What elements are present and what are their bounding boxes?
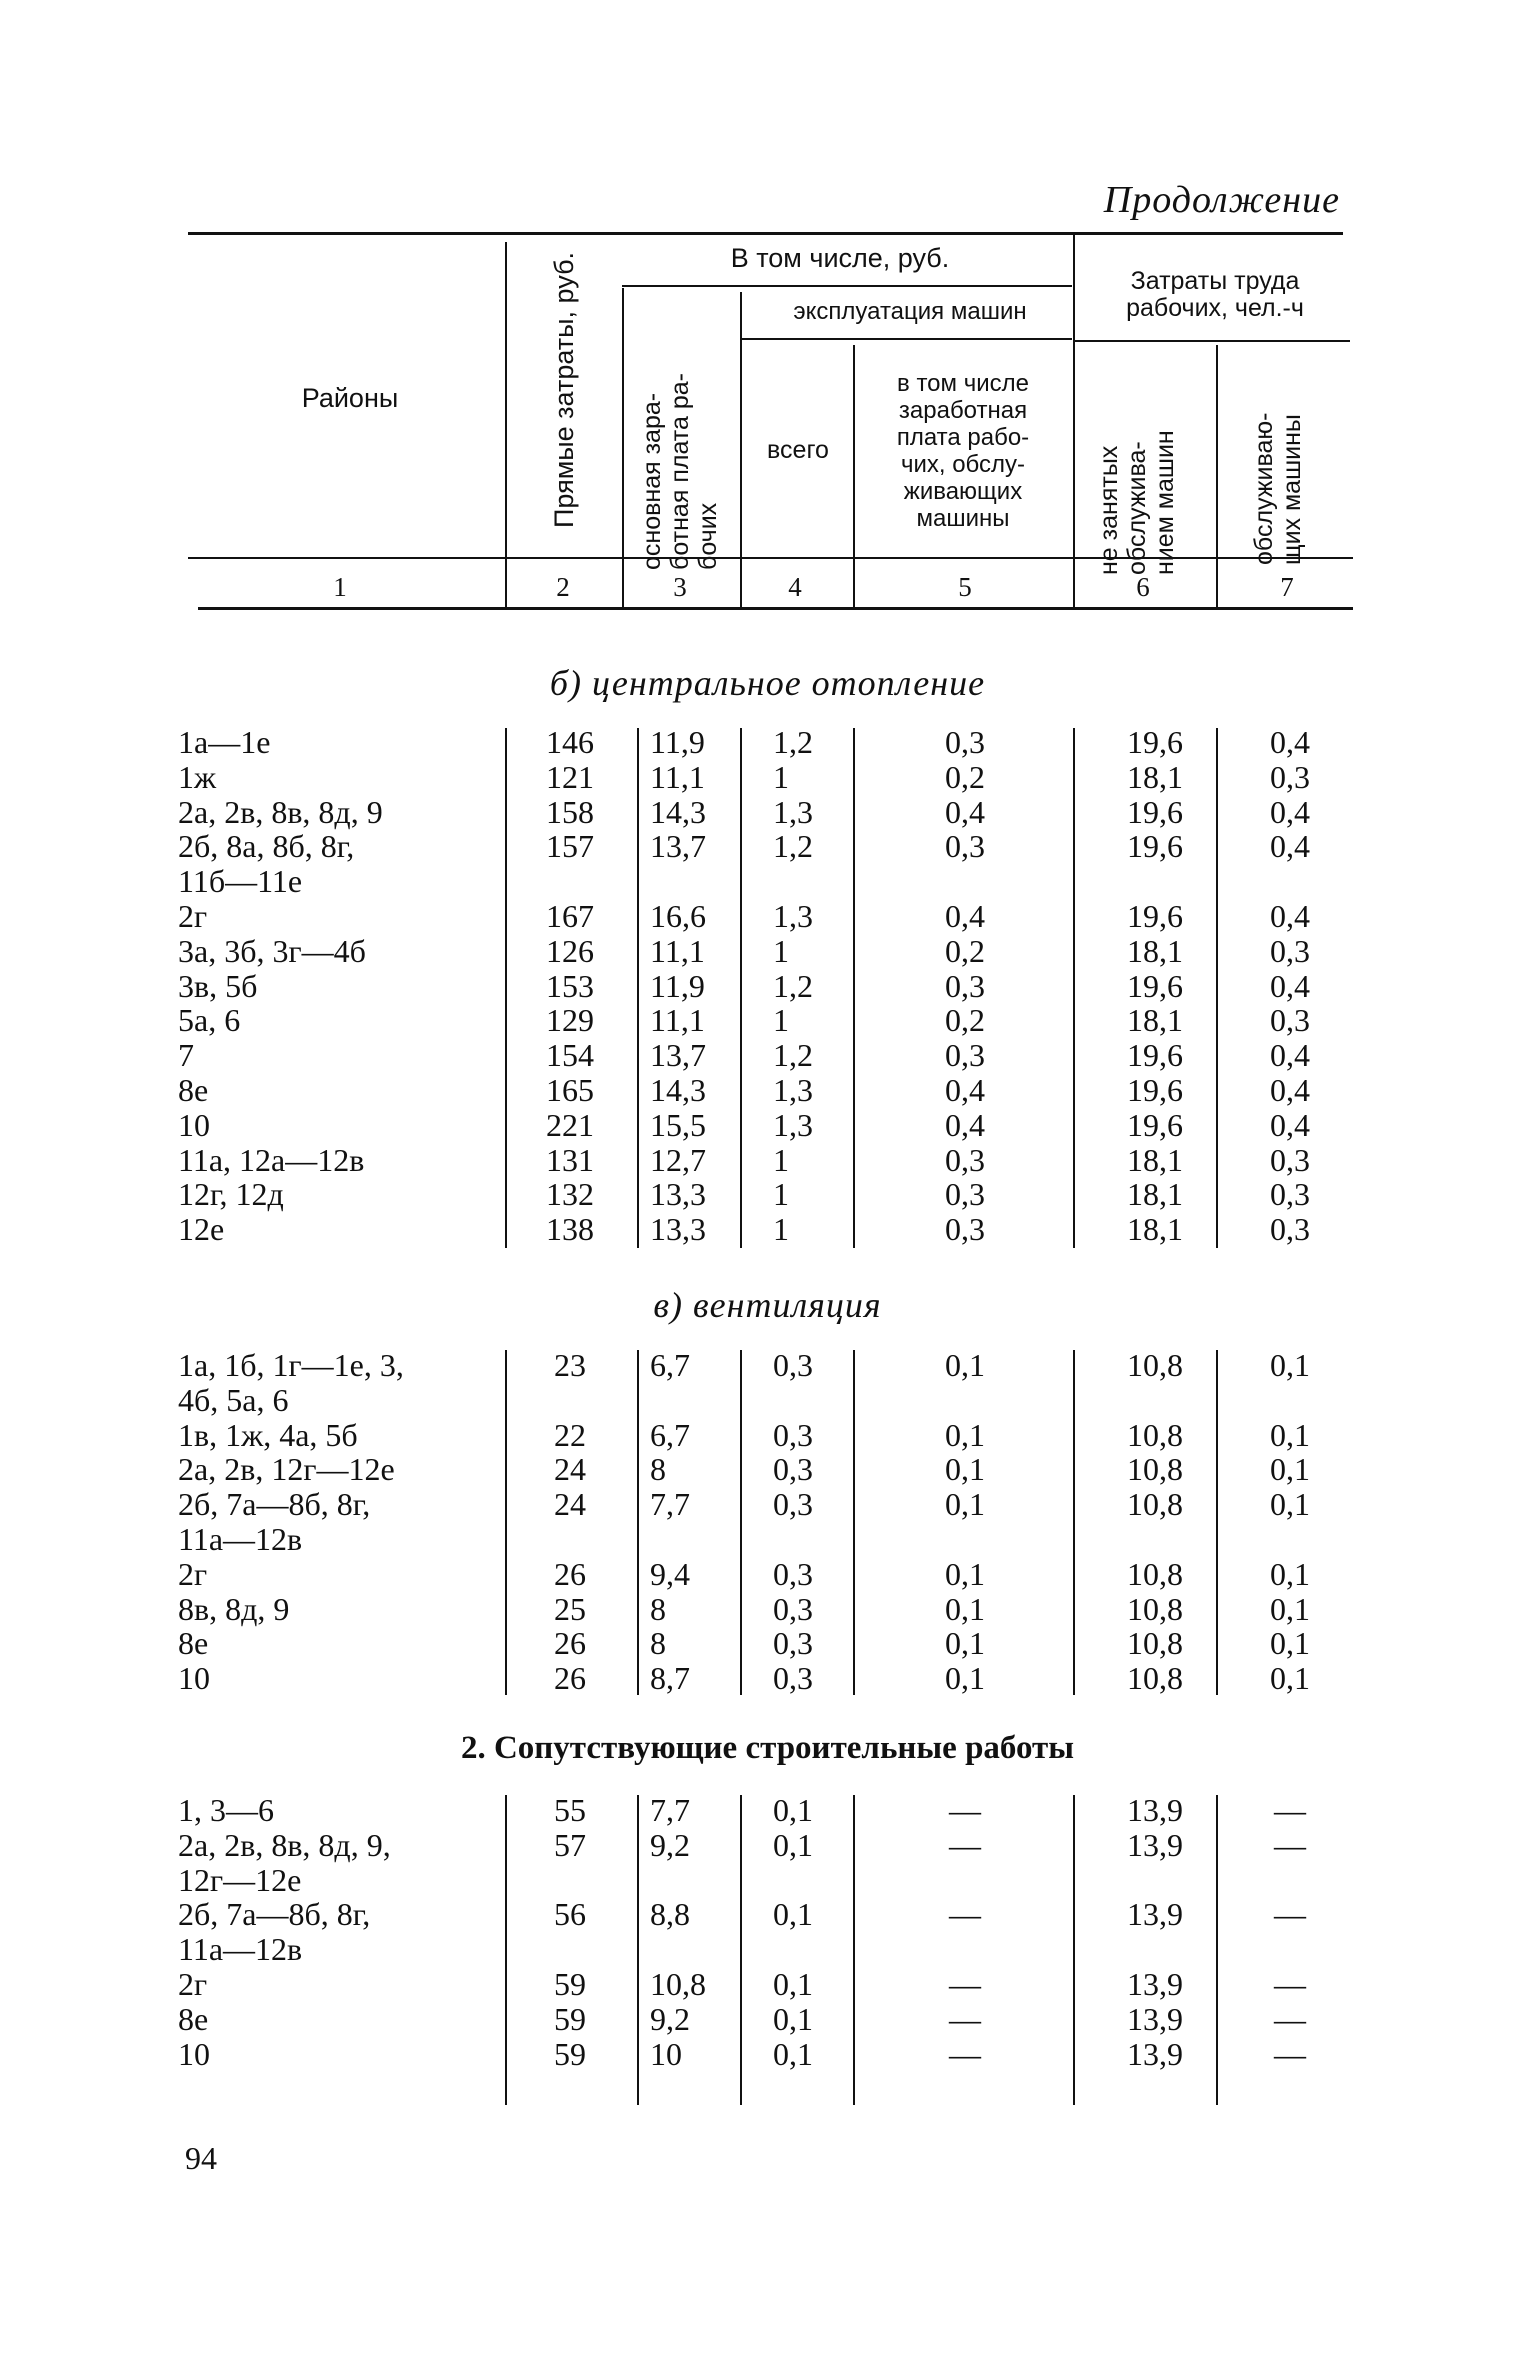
cell-labor-other: 10,8 bbox=[1127, 1347, 1183, 1383]
cell-direct-costs: 126 bbox=[546, 932, 594, 969]
cell-labor-machines: — bbox=[1274, 1896, 1306, 1933]
cell-direct-costs: 59 bbox=[554, 1966, 586, 2002]
cell-district: 12г—12е bbox=[178, 1861, 302, 1898]
table-row bbox=[0, 1793, 1535, 1828]
colnum-7: 7 bbox=[1280, 572, 1294, 602]
header-col3: основная зара- ботная плата ра- бочих bbox=[638, 373, 722, 570]
cell-labor-other: 19,6 bbox=[1127, 1037, 1183, 1074]
cell-direct-costs: 153 bbox=[546, 967, 594, 1004]
cell-labor-machines: 0,1 bbox=[1270, 1590, 1310, 1627]
colnum-bottom-rule bbox=[198, 607, 1353, 610]
header-col1: Районы bbox=[301, 383, 399, 413]
table-row bbox=[0, 1897, 1535, 1932]
table-row bbox=[0, 2037, 1535, 2072]
cell-labor-machines: 0,4 bbox=[1270, 967, 1310, 1004]
cell-machine-wages: — bbox=[949, 2000, 981, 2037]
cell-labor-other: 18,1 bbox=[1127, 932, 1183, 969]
cell-direct-costs: 146 bbox=[546, 724, 594, 760]
section-title-heating: б) центральное отопление bbox=[549, 663, 986, 703]
cell-machine-wages: — bbox=[949, 1826, 981, 1863]
cell-district: 12г, 12д bbox=[178, 1176, 284, 1213]
cell-labor-machines: — bbox=[1274, 1826, 1306, 1863]
cell-base-wages: 10 bbox=[650, 2035, 682, 2072]
cell-base-wages: 11,9 bbox=[650, 724, 705, 760]
cell-district: 1, 3—6 bbox=[178, 1792, 274, 1828]
cell-labor-other: 19,6 bbox=[1127, 967, 1183, 1004]
cell-labor-other: 13,9 bbox=[1127, 1826, 1183, 1863]
cell-district: 2а, 2в, 8в, 8д, 9 bbox=[178, 793, 383, 830]
cell-labor-machines: 0,1 bbox=[1270, 1555, 1310, 1592]
cell-district: 11а—12в bbox=[178, 1931, 303, 1968]
section-title-related-works: 2. Сопутствующие строительные работы bbox=[460, 1730, 1075, 1766]
table-row bbox=[0, 1383, 1535, 1418]
cell-base-wages: 9,2 bbox=[650, 1826, 690, 1863]
cell-machine-wages: 0,3 bbox=[945, 1037, 985, 1074]
page-number: 94 bbox=[185, 2140, 217, 2176]
cell-labor-other: 10,8 bbox=[1127, 1486, 1183, 1523]
cell-district: 8в, 8д, 9 bbox=[178, 1590, 290, 1627]
cell-direct-costs: 55 bbox=[554, 1792, 586, 1828]
cell-machine-wages: — bbox=[949, 2035, 981, 2072]
cell-district: 2г bbox=[178, 898, 208, 934]
cell-base-wages: 7,7 bbox=[650, 1792, 690, 1828]
cell-machine-wages: 0,1 bbox=[945, 1660, 985, 1697]
cell-labor-other: 13,9 bbox=[1127, 2035, 1183, 2072]
cell-district: 8е bbox=[178, 1625, 209, 1662]
table-row bbox=[0, 760, 1535, 795]
cell-machines-total: 0,1 bbox=[773, 1792, 813, 1828]
cell-machine-wages: 0,3 bbox=[945, 1141, 985, 1178]
cell-machine-wages: 0,3 bbox=[945, 1211, 985, 1248]
cell-labor-machines: 0,4 bbox=[1270, 1037, 1310, 1074]
cell-machines-total: 1,2 bbox=[773, 967, 813, 1004]
cell-base-wages: 11,9 bbox=[650, 967, 705, 1004]
cell-labor-other: 13,9 bbox=[1127, 1966, 1183, 2002]
cell-base-wages: 14,3 bbox=[650, 1072, 706, 1108]
cell-labor-machines: 0,3 bbox=[1270, 932, 1310, 969]
cell-machine-wages: 0,4 bbox=[945, 898, 985, 934]
cell-labor-other: 13,9 bbox=[1127, 2000, 1183, 2037]
cell-labor-machines: — bbox=[1274, 2000, 1306, 2037]
cell-machines-total: 0,1 bbox=[773, 2000, 813, 2037]
cell-labor-machines: 0,4 bbox=[1270, 828, 1310, 865]
cell-machines-total: 1 bbox=[773, 1211, 789, 1248]
cell-direct-costs: 165 bbox=[546, 1072, 594, 1108]
cell-machine-wages: 0,2 bbox=[945, 1002, 985, 1039]
table-row bbox=[0, 1212, 1535, 1247]
cell-direct-costs: 59 bbox=[554, 2000, 586, 2037]
cell-machines-total: 1,2 bbox=[773, 724, 813, 760]
cell-district: 1а—1е bbox=[178, 724, 271, 760]
cell-machine-wages: 0,1 bbox=[945, 1555, 985, 1592]
cell-machines-total: 1 bbox=[773, 1176, 789, 1213]
cell-district: 3а, 3б, 3г—4б bbox=[178, 932, 366, 969]
header-vline-5 bbox=[1073, 235, 1075, 607]
cell-labor-other: 13,9 bbox=[1127, 1896, 1183, 1933]
cell-district: 4б, 5а, 6 bbox=[178, 1381, 289, 1418]
table-row bbox=[0, 1487, 1535, 1522]
table-row bbox=[0, 934, 1535, 969]
header-group-main: В том числе, руб. bbox=[730, 243, 950, 273]
cell-base-wages: 8 bbox=[650, 1625, 666, 1662]
header-vline-2 bbox=[622, 288, 624, 607]
cell-base-wages: 11,1 bbox=[650, 1002, 705, 1039]
cell-base-wages: 13,7 bbox=[650, 828, 706, 865]
cell-direct-costs: 25 bbox=[554, 1590, 586, 1627]
table-row bbox=[0, 1177, 1535, 1212]
cell-labor-machines: 0,3 bbox=[1270, 1211, 1310, 1248]
cell-district: 11а, 12а—12в bbox=[178, 1141, 365, 1178]
cell-labor-other: 10,8 bbox=[1127, 1555, 1183, 1592]
table-row bbox=[0, 969, 1535, 1004]
cell-district: 8е bbox=[178, 1072, 209, 1108]
cell-machines-total: 1,3 bbox=[773, 898, 813, 934]
cell-district: 2б, 8а, 8б, 8г, bbox=[178, 828, 355, 865]
table-row bbox=[0, 1661, 1535, 1696]
cell-machine-wages: 0,4 bbox=[945, 1072, 985, 1108]
cell-machine-wages: 0,4 bbox=[945, 1106, 985, 1143]
cell-machines-total: 0,3 bbox=[773, 1416, 813, 1453]
cell-direct-costs: 57 bbox=[554, 1826, 586, 1863]
cell-machine-wages: 0,1 bbox=[945, 1625, 985, 1662]
cell-base-wages: 13,3 bbox=[650, 1176, 706, 1213]
cell-labor-machines: — bbox=[1274, 1966, 1306, 2002]
cell-district: 11а—12в bbox=[178, 1521, 303, 1557]
cell-labor-machines: 0,4 bbox=[1270, 1106, 1310, 1143]
header-col2: Прямые затраты, руб. bbox=[549, 251, 579, 529]
cell-labor-machines: — bbox=[1274, 1792, 1306, 1828]
cell-labor-other: 10,8 bbox=[1127, 1451, 1183, 1488]
cell-labor-machines: 0,4 bbox=[1270, 1072, 1310, 1108]
cell-direct-costs: 138 bbox=[546, 1211, 594, 1248]
table-row bbox=[0, 1592, 1535, 1627]
table-row bbox=[0, 829, 1535, 864]
cell-direct-costs: 56 bbox=[554, 1896, 586, 1933]
cell-machines-total: 0,3 bbox=[773, 1555, 813, 1592]
cell-labor-other: 18,1 bbox=[1127, 1176, 1183, 1213]
cell-labor-other: 19,6 bbox=[1127, 828, 1183, 865]
header-vline-6 bbox=[1216, 345, 1218, 607]
group-machines-rule bbox=[742, 338, 1072, 340]
header-vline-3 bbox=[740, 292, 742, 607]
cell-district: 2б, 7а—8б, 8г, bbox=[178, 1486, 371, 1523]
cell-machines-total: 0,3 bbox=[773, 1347, 813, 1383]
cell-base-wages: 8 bbox=[650, 1451, 666, 1488]
cell-machines-total: 1,3 bbox=[773, 1072, 813, 1108]
header-col5: в том числе заработная плата рабо- чих, обслу- живающих машины bbox=[896, 370, 1030, 532]
cell-base-wages: 9,2 bbox=[650, 2000, 690, 2037]
cell-base-wages: 11,1 bbox=[650, 932, 705, 969]
header-top-rule bbox=[188, 232, 1343, 235]
cell-base-wages: 13,3 bbox=[650, 1211, 706, 1248]
cell-labor-machines: 0,4 bbox=[1270, 724, 1310, 760]
cell-direct-costs: 131 bbox=[546, 1141, 594, 1178]
cell-base-wages: 7,7 bbox=[650, 1486, 690, 1523]
table-row bbox=[0, 1828, 1535, 1863]
table-row bbox=[0, 1967, 1535, 2002]
cell-machine-wages: — bbox=[949, 1896, 981, 1933]
cell-labor-machines: 0,3 bbox=[1270, 758, 1310, 795]
cell-direct-costs: 59 bbox=[554, 2035, 586, 2072]
cell-labor-other: 19,6 bbox=[1127, 724, 1183, 760]
cell-district: 2б, 7а—8б, 8г, bbox=[178, 1896, 371, 1933]
colnum-4: 4 bbox=[788, 572, 802, 602]
cell-district: 11б—11е bbox=[178, 863, 303, 900]
table-row bbox=[0, 1932, 1535, 1967]
cell-district: 5а, 6 bbox=[178, 1002, 241, 1039]
cell-machines-total: 1 bbox=[773, 758, 789, 795]
cell-machines-total: 0,1 bbox=[773, 1966, 813, 2002]
cell-machines-total: 1 bbox=[773, 932, 789, 969]
colnum-2: 2 bbox=[556, 572, 570, 602]
cell-district: 12е bbox=[178, 1211, 225, 1248]
cell-district: 8е bbox=[178, 2000, 209, 2037]
cell-machines-total: 1 bbox=[773, 1002, 789, 1039]
cell-district: 10 bbox=[178, 1106, 210, 1143]
cell-machines-total: 0,3 bbox=[773, 1486, 813, 1523]
table-row bbox=[0, 1452, 1535, 1487]
cell-labor-other: 10,8 bbox=[1127, 1590, 1183, 1627]
cell-machines-total: 0,3 bbox=[773, 1625, 813, 1662]
cell-machines-total: 0,3 bbox=[773, 1660, 813, 1697]
cell-machine-wages: 0,3 bbox=[945, 1176, 985, 1213]
cell-labor-machines: 0,1 bbox=[1270, 1486, 1310, 1523]
header-col7: обслуживаю- щих машины bbox=[1250, 412, 1306, 565]
table-row bbox=[0, 1108, 1535, 1143]
cell-machine-wages: 0,2 bbox=[945, 758, 985, 795]
cell-direct-costs: 22 bbox=[554, 1416, 586, 1453]
table-row bbox=[0, 1143, 1535, 1178]
table-row bbox=[0, 1073, 1535, 1108]
cell-labor-other: 19,6 bbox=[1127, 898, 1183, 934]
cell-machine-wages: 0,4 bbox=[945, 793, 985, 830]
cell-base-wages: 12,7 bbox=[650, 1141, 706, 1178]
colnum-3: 3 bbox=[673, 572, 687, 602]
table-row bbox=[0, 1003, 1535, 1038]
table-row bbox=[0, 1038, 1535, 1073]
cell-machines-total: 1,3 bbox=[773, 1106, 813, 1143]
cell-district: 2а, 2в, 8в, 8д, 9, bbox=[178, 1826, 391, 1863]
cell-base-wages: 10,8 bbox=[650, 1966, 706, 2002]
cell-base-wages: 13,7 bbox=[650, 1037, 706, 1074]
table-row bbox=[0, 1863, 1535, 1898]
cell-base-wages: 8,7 bbox=[650, 1660, 690, 1697]
cell-labor-other: 19,6 bbox=[1127, 1072, 1183, 1108]
cell-labor-machines: 0,1 bbox=[1270, 1451, 1310, 1488]
cell-machine-wages: 0,3 bbox=[945, 967, 985, 1004]
header-vline-4 bbox=[853, 345, 855, 607]
table-row bbox=[0, 899, 1535, 934]
cell-direct-costs: 26 bbox=[554, 1660, 586, 1697]
cell-base-wages: 11,1 bbox=[650, 758, 705, 795]
cell-labor-other: 19,6 bbox=[1127, 793, 1183, 830]
cell-labor-machines: — bbox=[1274, 2035, 1306, 2072]
cell-machine-wages: 0,1 bbox=[945, 1486, 985, 1523]
cell-labor-machines: 0,1 bbox=[1270, 1416, 1310, 1453]
cell-direct-costs: 158 bbox=[546, 793, 594, 830]
cell-direct-costs: 167 bbox=[546, 898, 594, 934]
header-vline-1 bbox=[505, 242, 507, 607]
cell-labor-other: 18,1 bbox=[1127, 1211, 1183, 1248]
cell-machine-wages: 0,2 bbox=[945, 932, 985, 969]
cell-district: 3в, 5б bbox=[178, 967, 258, 1004]
cell-direct-costs: 129 bbox=[546, 1002, 594, 1039]
cell-district: 1ж bbox=[178, 758, 217, 795]
cell-base-wages: 9,4 bbox=[650, 1555, 690, 1592]
cell-district: 2а, 2в, 12г—12е bbox=[178, 1451, 395, 1488]
table-row bbox=[0, 864, 1535, 899]
header-group-labor: Затраты труда рабочих, чел.-ч bbox=[1126, 267, 1304, 322]
table-row bbox=[0, 1522, 1535, 1557]
cell-district: 2г bbox=[178, 1966, 208, 2002]
cell-machines-total: 1,3 bbox=[773, 793, 813, 830]
cell-labor-other: 18,1 bbox=[1127, 758, 1183, 795]
cell-labor-other: 18,1 bbox=[1127, 1141, 1183, 1178]
cell-machines-total: 1,2 bbox=[773, 828, 813, 865]
cell-machines-total: 0,1 bbox=[773, 1896, 813, 1933]
header-col4: всего bbox=[767, 436, 829, 464]
cell-labor-other: 10,8 bbox=[1127, 1625, 1183, 1662]
cell-base-wages: 16,6 bbox=[650, 898, 706, 934]
cell-direct-costs: 26 bbox=[554, 1625, 586, 1662]
cell-direct-costs: 23 bbox=[554, 1347, 586, 1383]
cell-labor-machines: 0,1 bbox=[1270, 1625, 1310, 1662]
cell-district: 1а, 1б, 1г—1е, 3, bbox=[178, 1347, 404, 1383]
cell-direct-costs: 154 bbox=[546, 1037, 594, 1074]
cell-direct-costs: 121 bbox=[546, 758, 594, 795]
table-row bbox=[0, 725, 1535, 760]
cell-machines-total: 1,2 bbox=[773, 1037, 813, 1074]
cell-labor-other: 13,9 bbox=[1127, 1792, 1183, 1828]
cell-labor-machines: 0,1 bbox=[1270, 1660, 1310, 1697]
table-row bbox=[0, 1626, 1535, 1661]
section-title-ventilation: в) вентиляция bbox=[653, 1285, 882, 1325]
cell-machine-wages: 0,1 bbox=[945, 1590, 985, 1627]
cell-labor-other: 10,8 bbox=[1127, 1416, 1183, 1453]
group-labor-rule bbox=[1075, 340, 1350, 342]
cell-district: 10 bbox=[178, 2035, 210, 2072]
colnum-1: 1 bbox=[333, 572, 347, 602]
cell-labor-machines: 0,3 bbox=[1270, 1141, 1310, 1178]
cell-labor-other: 10,8 bbox=[1127, 1660, 1183, 1697]
cell-machines-total: 0,3 bbox=[773, 1451, 813, 1488]
cell-machine-wages: 0,1 bbox=[945, 1451, 985, 1488]
cell-labor-machines: 0,3 bbox=[1270, 1176, 1310, 1213]
cell-base-wages: 8 bbox=[650, 1590, 666, 1627]
cell-machine-wages: 0,1 bbox=[945, 1347, 985, 1383]
cell-machine-wages: — bbox=[949, 1792, 981, 1828]
cell-machine-wages: 0,3 bbox=[945, 724, 985, 760]
continued-label: Продолжение bbox=[1103, 179, 1340, 221]
cell-direct-costs: 24 bbox=[554, 1451, 586, 1488]
cell-labor-machines: 0,3 bbox=[1270, 1002, 1310, 1039]
colnum-6: 6 bbox=[1136, 572, 1150, 602]
cell-machine-wages: — bbox=[949, 1966, 981, 2002]
colnum-5: 5 bbox=[958, 572, 972, 602]
cell-machines-total: 0,1 bbox=[773, 2035, 813, 2072]
cell-district: 7 bbox=[178, 1037, 194, 1074]
cell-direct-costs: 24 bbox=[554, 1486, 586, 1523]
cell-direct-costs: 26 bbox=[554, 1555, 586, 1592]
table-row bbox=[0, 1557, 1535, 1592]
cell-district: 2г bbox=[178, 1555, 208, 1592]
cell-labor-machines: 0,1 bbox=[1270, 1347, 1310, 1383]
cell-machines-total: 0,3 bbox=[773, 1590, 813, 1627]
cell-machines-total: 1 bbox=[773, 1141, 789, 1178]
cell-labor-other: 19,6 bbox=[1127, 1106, 1183, 1143]
cell-base-wages: 15,5 bbox=[650, 1106, 706, 1143]
cell-labor-machines: 0,4 bbox=[1270, 898, 1310, 934]
table-row bbox=[0, 1418, 1535, 1453]
cell-labor-machines: 0,4 bbox=[1270, 793, 1310, 830]
header-group-machines: эксплуатация машин bbox=[793, 298, 1027, 325]
table-row bbox=[0, 2002, 1535, 2037]
group-main-rule bbox=[622, 285, 1072, 287]
cell-district: 1в, 1ж, 4а, 5б bbox=[178, 1416, 358, 1453]
cell-direct-costs: 221 bbox=[546, 1106, 594, 1143]
cell-machine-wages: 0,3 bbox=[945, 828, 985, 865]
cell-machine-wages: 0,1 bbox=[945, 1416, 985, 1453]
table-row bbox=[0, 1348, 1535, 1383]
cell-labor-other: 18,1 bbox=[1127, 1002, 1183, 1039]
cell-base-wages: 6,7 bbox=[650, 1347, 690, 1383]
cell-district: 10 bbox=[178, 1660, 210, 1697]
cell-direct-costs: 132 bbox=[546, 1176, 594, 1213]
table-row bbox=[0, 795, 1535, 830]
cell-direct-costs: 157 bbox=[546, 828, 594, 865]
cell-base-wages: 14,3 bbox=[650, 793, 706, 830]
cell-base-wages: 6,7 bbox=[650, 1416, 690, 1453]
cell-base-wages: 8,8 bbox=[650, 1896, 690, 1933]
header-col6: не занятых обслужива- нием машин bbox=[1095, 430, 1179, 575]
cell-machines-total: 0,1 bbox=[773, 1826, 813, 1863]
